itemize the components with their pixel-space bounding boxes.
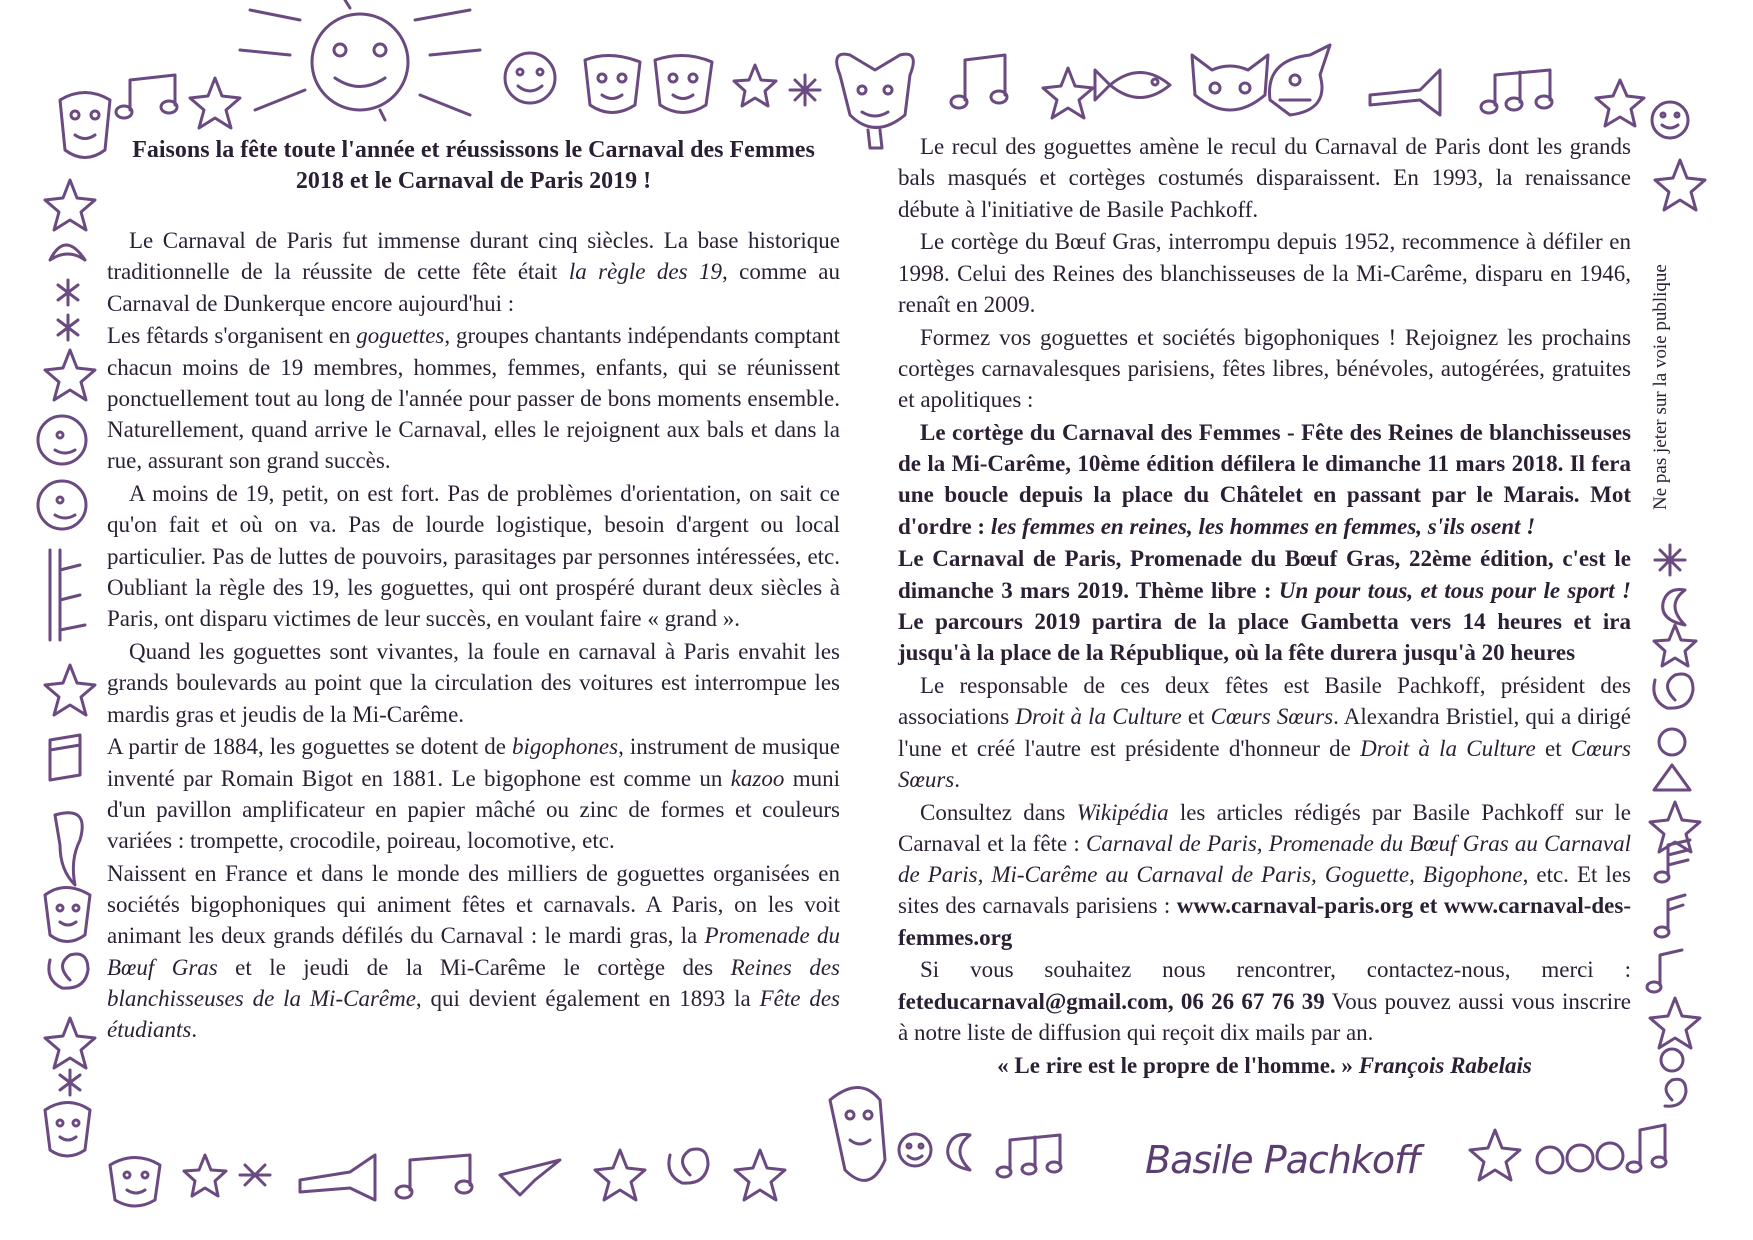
asterisk-icon — [240, 1165, 270, 1185]
music-note-icon — [116, 75, 177, 118]
asterisk-icon — [790, 75, 820, 105]
music-note-icon — [50, 550, 85, 640]
star-icon — [1654, 625, 1696, 666]
right-column — [898, 131, 1631, 1082]
paragraph-goguettes: Les fêtards s'organisent en goguettes, groupes chantants indépendants comptant chacun moins de 19 membres, hommes, femmes, enfants, qui se réunissent ponctuellement tout au long de l'année pour passer de bons moments ensemble. Naturellement, quand arrive le Carnaval, elles le rejoignent aux bals et dans la rue, assurant son grand succès. — [107, 323, 841, 474]
circle-icon — [1659, 729, 1685, 755]
asterisk-icon — [60, 1070, 80, 1095]
mask-icon — [60, 93, 110, 158]
star-icon — [1650, 998, 1700, 1048]
music-note-icon — [1627, 1125, 1666, 1172]
page-title: Faisons la fête toute l'année et réussissons le Carnaval des Femmes 2018 et le Carnaval de Paris 2019 ! — [132, 137, 815, 194]
star-icon — [735, 1150, 785, 1200]
paragraph-responsable: Le responsable de ces deux fêtes est Basile Pachkoff, président des associations Droit à la Culture et Cœurs Sœurs. Alexandra Bristiel, qui a dirigé l'une et créé l'autre est présidente d'honneur de Droit à la Culture et Cœurs Sœurs. — [898, 673, 1632, 792]
fish-icon — [1095, 70, 1170, 100]
triangle-icon — [1654, 765, 1690, 790]
paragraph-carnaval-femmes: Le cortège du Carnaval des Femmes - Fête des Reines de blanchisseuses de la Mi-Carême, 10ème édition défilera le dimanche 11 mars 2018. Il fera une boucle depuis la place du Châtelet en passant par le Marais. Mot d'ordre : les femmes en reines, les hommes en femmes, s'ils osent ! — [898, 419, 1631, 539]
paragraph-recul: Le recul des goguettes amène le recul du Carnaval de Paris dont les grands bals masqués et cortèges costumés disparaissent. En 1993, la renaissance débute à l'initiative de Basile Pachkoff. — [898, 134, 1631, 222]
star-icon — [734, 65, 776, 106]
mask-icon — [38, 416, 86, 464]
star-icon — [190, 78, 240, 128]
moon-icon — [948, 1135, 970, 1170]
mask-icon — [38, 481, 86, 529]
music-note-icon — [1655, 895, 1685, 937]
spiral-icon — [669, 1149, 708, 1183]
mask-icon — [110, 1158, 160, 1207]
paragraph-formez: Formez vos goguettes et sociétés bigophoniques ! Rejoignez les prochains cortèges carnavalesques parisiens, fêtes libres, bénévoles, autogérées, gratuites et apolitiques : — [898, 324, 1631, 413]
side-note: Ne pas jeter sur la voie publique — [1650, 264, 1671, 510]
paragraph-carnaval-paris: Le Carnaval de Paris, Promenade du Bœuf Gras, 22ème édition, c'est le dimanche 3 mars 2019. Thème libre : Un pour tous, et tous pour le sport ! Le parcours 2019 partira de la place Gambetta vers 14 heures et ira jusqu'à la place de la République, où la fête durera jusqu'à 20 heures — [898, 546, 1631, 666]
cat-face-icon — [1270, 45, 1331, 115]
paragraph-boeuf-gras: Le cortège du Bœuf Gras, interrompu depuis 1952, recommence à défiler en 1998. Celui des Reines des blanchisseuses de la Mi-Carême, disparu en 1946, renaît en 2009. — [898, 229, 1631, 317]
contact-email-phone[interactable]: feteducarnaval@gmail.com, 06 26 67 76 39 — [898, 988, 1325, 1014]
music-note-icon — [951, 55, 1007, 108]
star-icon — [45, 1018, 95, 1068]
rabelais-quote: « Le rire est le propre de l'homme. » François Rabelais — [997, 1052, 1532, 1078]
star-icon — [45, 665, 95, 715]
paragraph-bigophones: A partir de 1884, les goguettes se dotent de bigophones, instrument de musique inventé par Romain Bigot en 1881. Le bigophone est comme un kazoo muni d'un pavillon amplificateur en papier mâché ou zinc de formes et couleurs variées : trompette, crocodile, poireau, locomotive, etc. — [107, 734, 841, 854]
paragraph-societes: Naissent en France et dans le monde des milliers de goguettes organisées en sociétés bigophoniques qui animent fêtes et carnavals. A Paris, on les voit animant les deux grands défilés du Carnaval : le mardi gras, la Promenade du Bœuf Gras et le jeudi de la Mi-Carême le cortège des Reines des blanchisseuses de la Mi-Carême, qui devient également en 1893 la Fête des étudiants. — [107, 860, 840, 1043]
paragraph-foule: Quand les goguettes sont vivantes, la foule en carnaval à Paris envahit les grands boulevards au point que la circulation des voitures est interrompue les mardis gras et jeudis de la Mi-Carême. — [107, 639, 840, 727]
websites-link[interactable]: www.carnaval-paris.org et www.carnaval-des-femmes.org — [898, 893, 1632, 950]
star-icon — [45, 350, 95, 400]
circle-icon — [1537, 1143, 1623, 1173]
trumpet-icon — [300, 1155, 375, 1200]
trumpet-icon — [55, 813, 82, 885]
music-note-icon — [50, 735, 80, 780]
trumpet-icon — [1370, 70, 1440, 115]
mask-icon — [45, 888, 90, 942]
star-icon — [1596, 80, 1644, 126]
star-icon — [184, 1155, 226, 1196]
smiley-icon — [505, 53, 555, 103]
sun-face-icon — [240, 0, 480, 120]
mask-icon — [585, 55, 640, 112]
spiral-icon — [49, 954, 88, 988]
star-icon — [500, 1160, 560, 1195]
star-icon — [1470, 1130, 1520, 1180]
paragraph-contact: Si vous souhaitez nous rencontrer, contactez-nous, merci : feteducarnaval@gmail.com, 06 26 67 76 39 Vous pouvez aussi vous inscrire à notre liste de diffusion qui reçoit dix mails par an. — [898, 957, 1632, 1046]
star-icon — [45, 180, 95, 230]
mask-icon — [655, 55, 712, 112]
asterisk-icon — [58, 280, 78, 340]
mask-icon — [45, 1103, 90, 1157]
music-note-icon — [997, 1135, 1061, 1177]
moon-icon — [1663, 590, 1685, 625]
paragraph-wikipedia: Consultez dans Wikipédia les articles rédigés par Basile Pachkoff sur le Carnaval et la fête : Carnaval de Paris, Promenade du Bœuf Gras au Carnaval de Paris, Mi-Carême au Carnaval de Paris, Goguette, Bigophone, etc. Et les sites des carnavals parisiens : www.carnaval-paris.org et www.carnaval-des-femmes.org — [898, 799, 1632, 950]
mask-icon — [830, 1088, 885, 1181]
asterisk-icon — [1655, 545, 1685, 575]
paragraph-regle-des-19: Le Carnaval de Paris fut immense durant cinq siècles. La base historique traditionnelle de la réussite de cette fête était la règle des 19, comme au Carnaval de Dunkerque encore aujourd'hui : — [107, 228, 841, 316]
spiral-icon — [1654, 674, 1693, 708]
cat-face-icon — [1192, 55, 1268, 110]
circle-icon — [1661, 1049, 1683, 1071]
signature: Basile Pachkoff — [1145, 1138, 1419, 1182]
moon-icon — [50, 245, 85, 260]
star-icon — [1043, 68, 1093, 118]
paragraph-petit-fort: A moins de 19, petit, on est fort. Pas de problèmes d'orientation, on sait ce qu'on fait et où on va. Pas de lourde logistique, besoin d'argent ou local particulier. Pas de luttes de pouvoirs, parasitages par personnes intéressées, etc. Oubliant la règle des 19, les goguettes, qui ont prospéré durant deux siècles à Paris, ont disparu victimes de leur succès, en voulant faire « grand ». — [107, 481, 840, 632]
music-note-icon — [396, 1155, 472, 1198]
left-column — [107, 135, 840, 1047]
star-icon — [595, 1150, 645, 1200]
spiral-icon — [1665, 1079, 1686, 1106]
music-note-icon — [1647, 950, 1682, 992]
smiley-icon — [899, 1134, 931, 1166]
music-note-icon — [1481, 70, 1552, 113]
